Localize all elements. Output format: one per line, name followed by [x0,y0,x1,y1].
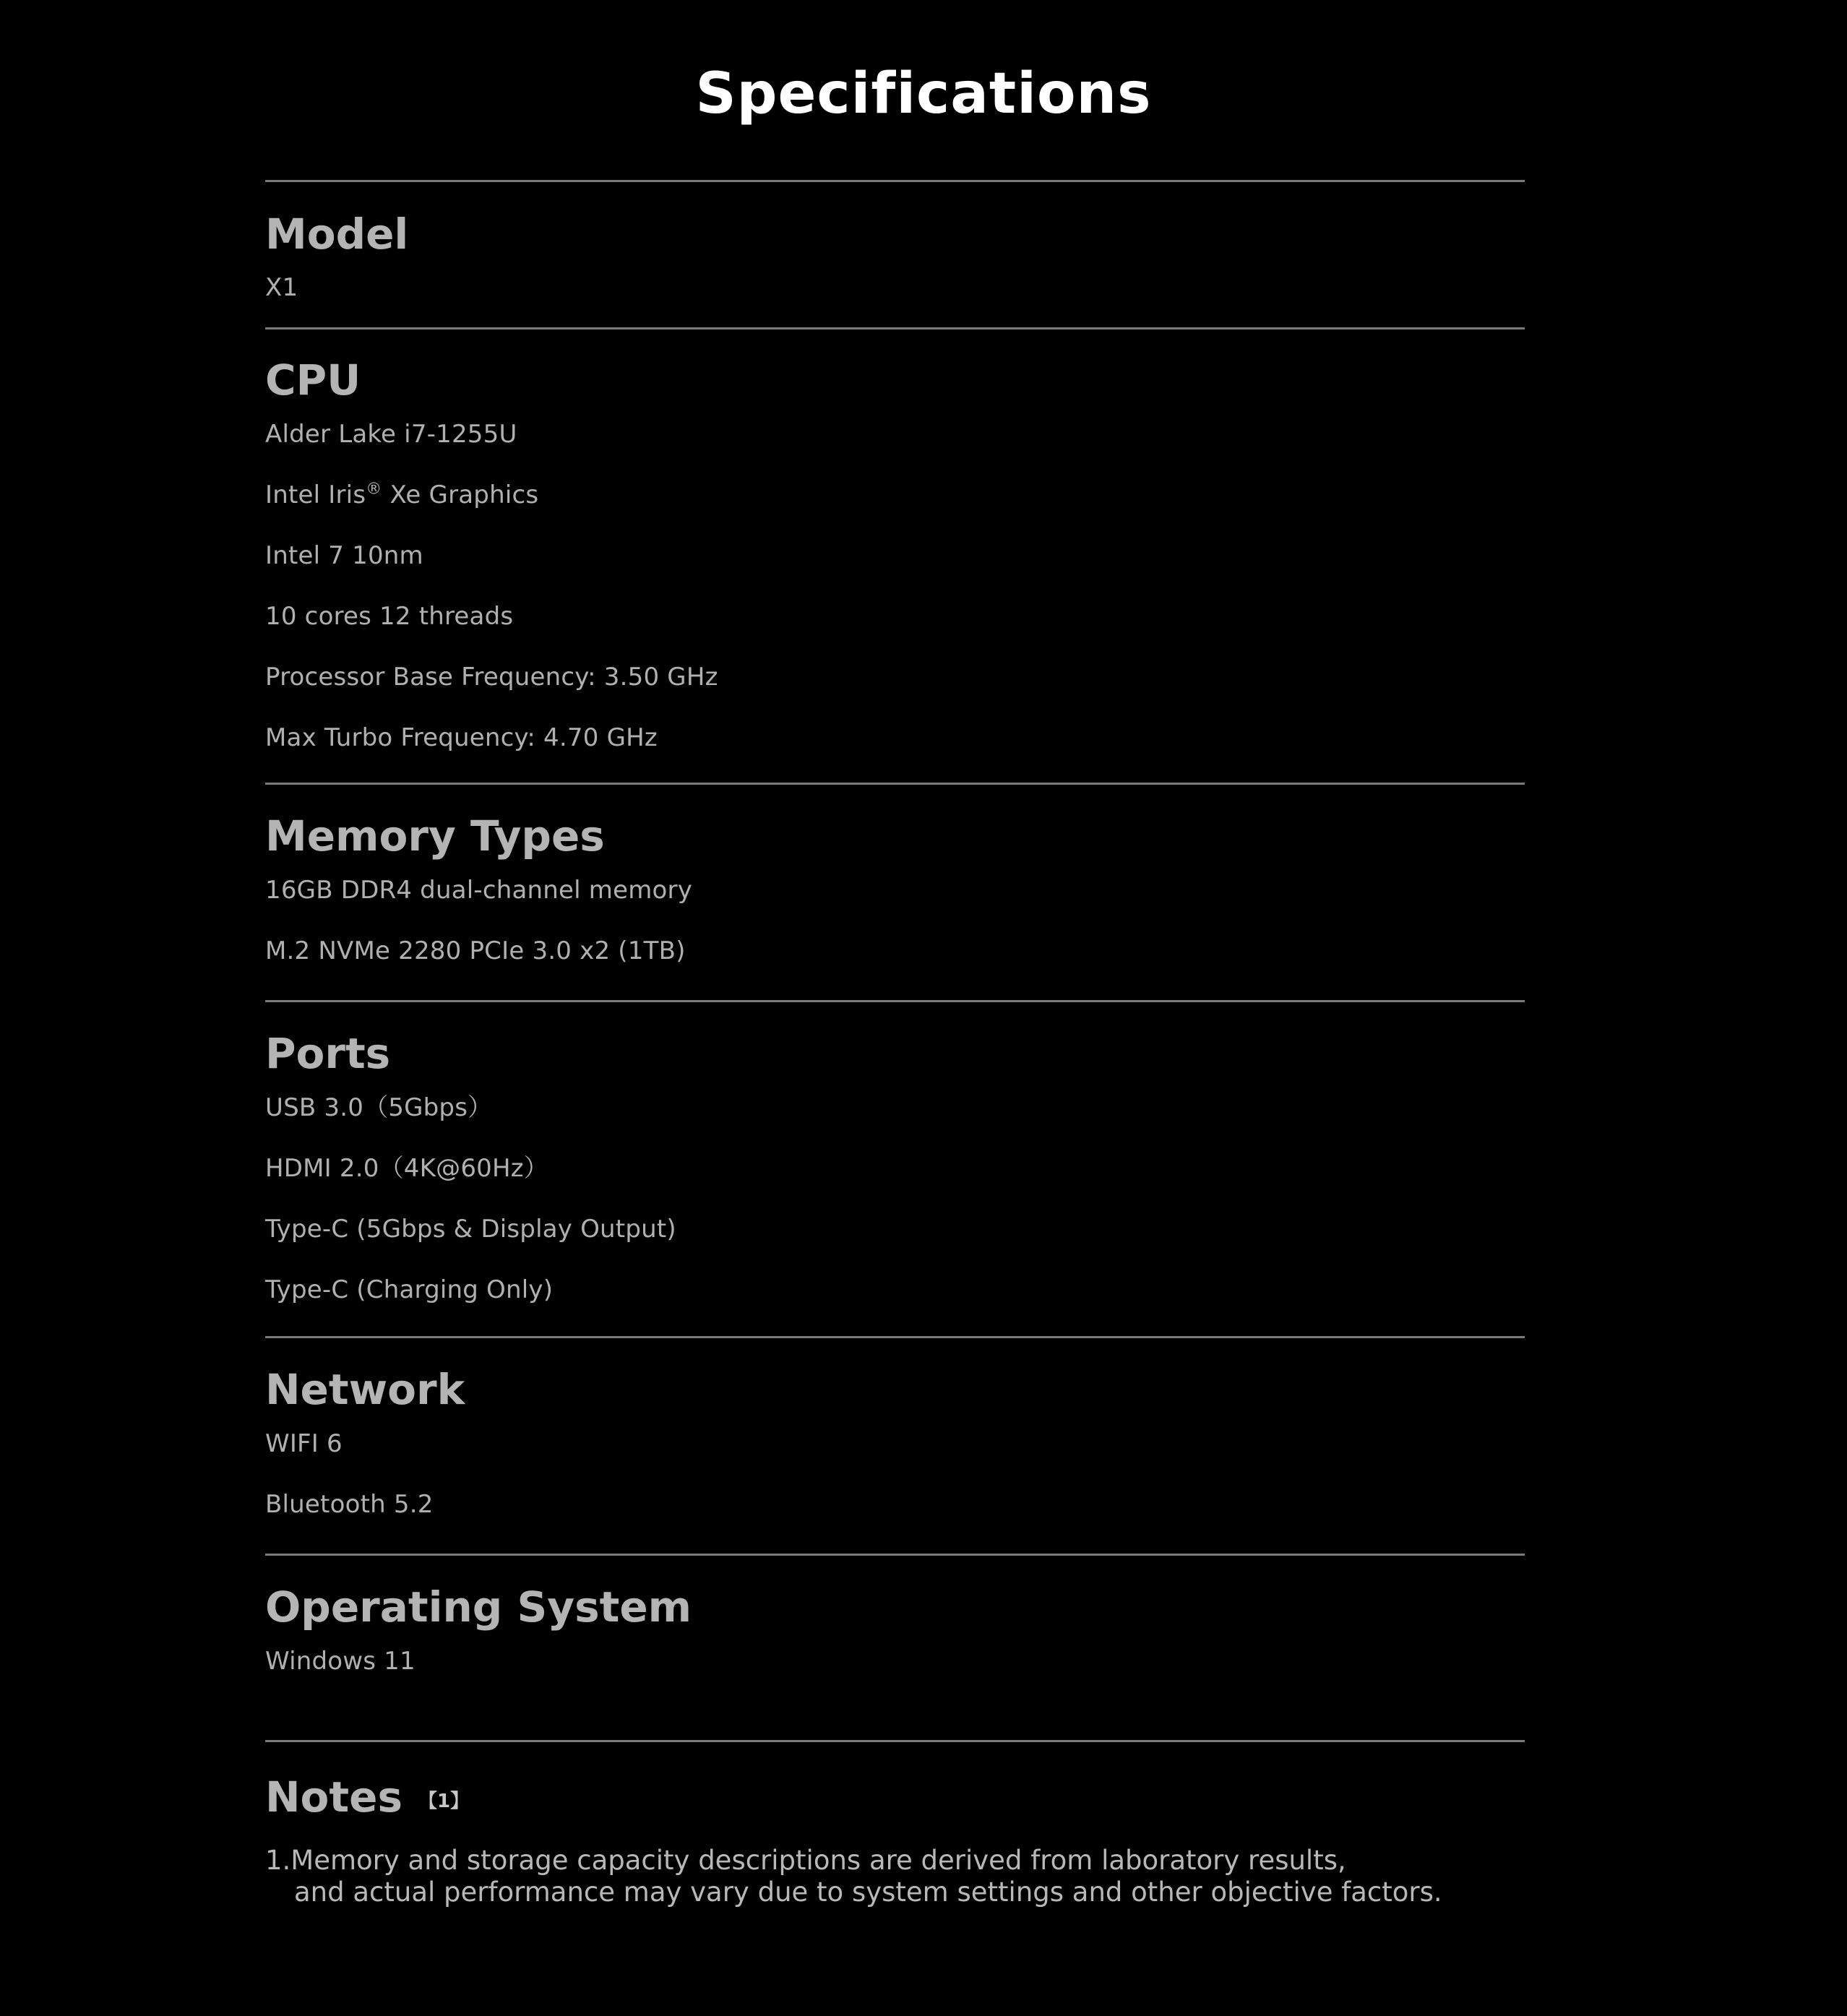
spec-port-hdmi: HDMI 2.0（4K@60Hz） [265,1154,548,1183]
spec-port-typec-charging: Type-C (Charging Only) [265,1275,554,1304]
divider [265,327,1525,329]
spec-cpu-graphics-suffix: Xe Graphics [382,481,539,509]
section-title-cpu: CPU [265,356,361,405]
spec-model: X1 [265,273,298,302]
section-title-model: Model [265,210,409,259]
registered-mark: ® [366,480,382,499]
spec-cpu-model: Alder Lake i7-1255U [265,420,517,449]
spec-cpu-base-frequency: Processor Base Frequency: 3.50 GHz [265,663,718,692]
divider [265,1554,1525,1556]
page-title: Specifications [695,61,1152,126]
divider [265,783,1525,785]
divider [265,1000,1525,1002]
notes-title-text: Notes [265,1772,402,1822]
section-title-memory: Memory Types [265,811,605,861]
section-title-notes [265,1772,469,1822]
spec-cpu-process: Intel 7 10nm [265,541,423,570]
spec-port-typec-display: Type-C (5Gbps & Display Output) [265,1215,676,1244]
spec-port-usb: USB 3.0（5Gbps） [265,1093,493,1122]
spec-cpu-turbo-frequency: Max Turbo Frequency: 4.70 GHz [265,723,658,752]
section-title-network: Network [265,1365,465,1414]
note-line-1: 1.Memory and storage capacity descriptions are derived from laboratory results, [265,1845,1346,1876]
divider [265,1336,1525,1338]
divider [265,180,1525,182]
section-title-ports: Ports [265,1029,391,1078]
divider [265,1740,1525,1742]
spec-cpu-graphics-brand: Intel Iris [265,481,366,509]
spec-os: Windows 11 [265,1647,416,1676]
spec-memory-ram: 16GB DDR4 dual-channel memory [265,876,693,905]
section-title-os: Operating System [265,1582,692,1632]
spec-network-wifi: WIFI 6 [265,1429,343,1458]
spec-cpu-cores: 10 cores 12 threads [265,602,514,631]
spec-memory-storage: M.2 NVMe 2280 PCIe 3.0 x2 (1TB) [265,936,686,965]
spec-network-bluetooth: Bluetooth 5.2 [265,1490,434,1519]
note-line-2: and actual performance may vary due to system settings and other objective factors. [294,1877,1442,1908]
footnote-marker: 【1】 [418,1791,470,1812]
spec-cpu-graphics [265,480,538,510]
